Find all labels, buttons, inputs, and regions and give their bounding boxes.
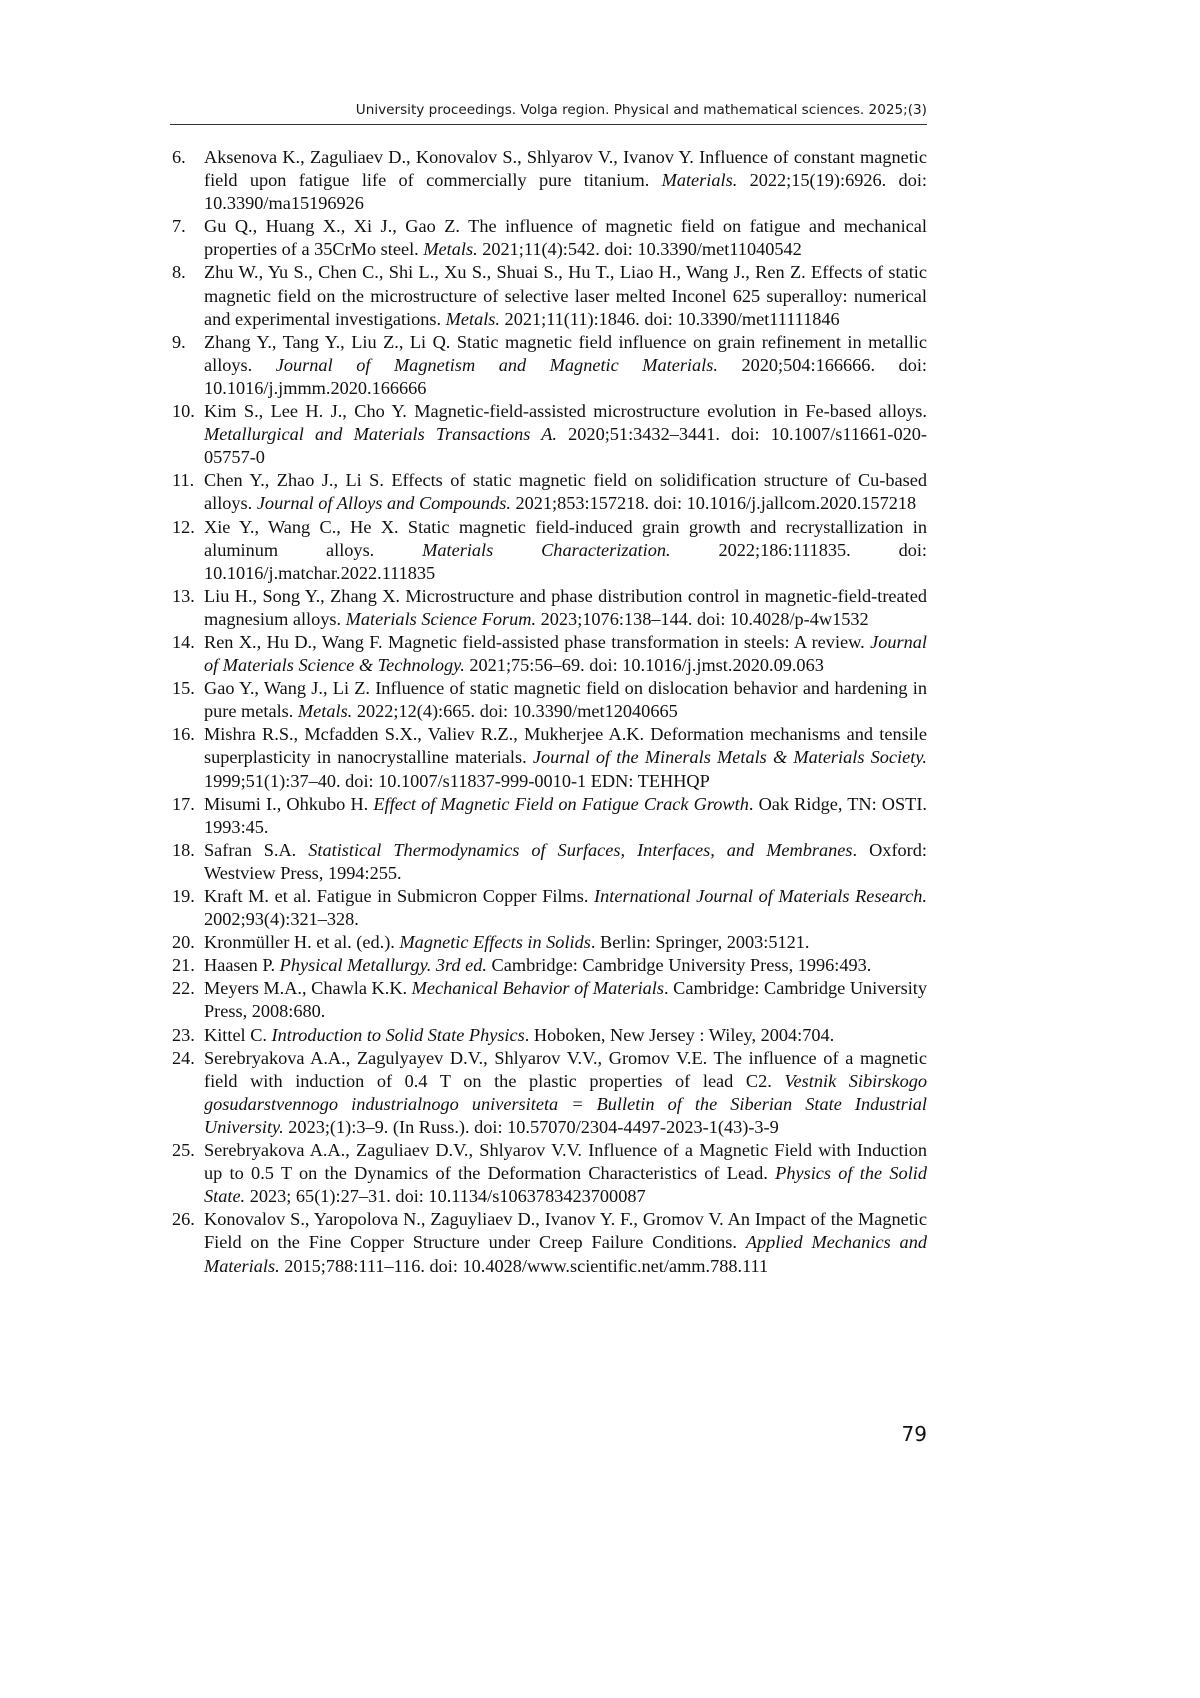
reference-source-title: Applied Mechanics and Materials. xyxy=(204,1232,927,1276)
reference-text xyxy=(204,262,927,328)
reference-number: 18. xyxy=(172,839,195,860)
reference-source-title: International Journal of Materials Research. xyxy=(594,886,927,906)
reference-text-segment: Gu Q., Huang X., Xi J., Gao Z. The influence of magnetic field on fatigue and mechanical properties of a 35CrMo steel. xyxy=(204,216,927,260)
reference-text xyxy=(204,1209,927,1275)
reference-number: 17. xyxy=(172,793,195,814)
reference-text-segment: Kim S., Lee H. J., Cho Y. Magnetic-field-assisted microstructure evolution in Fe-based alloys. xyxy=(204,401,927,422)
reference-text-segment: 2022;15(19):6926. doi: 10.3390/ma15196926 xyxy=(204,170,927,214)
reference-text xyxy=(204,978,927,1021)
reference-text-segment: . Berlin: Springer, 2003:5121. xyxy=(590,932,810,953)
reference-text xyxy=(204,840,927,883)
reference-item xyxy=(172,469,927,515)
reference-source-title: Effect of Magnetic Field on Fatigue Crack Growth xyxy=(373,793,749,814)
reference-source-title: Magnetic Effects in Solids xyxy=(399,932,591,953)
reference-text xyxy=(204,724,927,790)
reference-text-segment: Liu H., Song Y., Zhang X. Microstructure and phase distribution control in magnetic-field-treated magnesium alloys. xyxy=(204,585,927,629)
reference-text-segment: 2015;788:111–116. doi: 10.4028/www.scientific.net/amm.788.111 xyxy=(279,1255,769,1276)
reference-number: 10. xyxy=(172,401,195,422)
reference-item xyxy=(172,954,927,977)
reference-text-segment: Ren X., Hu D., Wang F. Magnetic field-assisted phase transformation in steels: A review. xyxy=(204,631,871,652)
reference-source-title: Journal of Alloys and Compounds. xyxy=(256,493,511,514)
reference-text-segment: Mishra R.S., Mcfadden S.X., Valiev R.Z., Mukherjee A.K. Deformation mechanisms and tensile superplasticity in nanocrystalline materials. xyxy=(204,724,927,768)
reference-text xyxy=(204,632,927,675)
reference-number: 23. xyxy=(172,1024,195,1045)
reference-text xyxy=(204,216,927,259)
reference-text-segment: 2021;853:157218. doi: 10.1016/j.jallcom.2020.157218 xyxy=(510,493,917,514)
reference-text-segment: Kraft M. et al. Fatigue in Submicron Copper Films. xyxy=(204,886,595,906)
reference-source-title: Physics of the Solid State. xyxy=(204,1163,927,1207)
reference-text-segment: 2023;1076:138–144. doi: 10.4028/p-4w1532 xyxy=(536,608,869,629)
reference-source-title: Materials. xyxy=(661,170,738,191)
reference-source-title: Vestnik Sibirskogo gosudarstvennogo industrialnogo universiteta = Bulletin of the Siberian State Industrial University. xyxy=(204,1070,927,1137)
reference-text-segment: Xie Y., Wang C., He X. Static magnetic field-induced grain growth and recrystallization in aluminum alloys. xyxy=(204,516,927,560)
reference-number: 19. xyxy=(172,886,195,906)
reference-number: 6. xyxy=(172,147,186,167)
reference-source-title: Statistical Thermodynamics of Surfaces, Interfaces, and Membranes xyxy=(308,839,853,860)
reference-text-segment: Zhu W., Yu S., Chen C., Shi L., Xu S., Shuai S., Hu T., Liao H., Wang J., Ren Z. Effects of static magnetic field on the microstructure of selective laser melted Inconel 625 superalloy: numerical and experimental investigations. xyxy=(204,262,927,329)
running-header: University proceedings. Volga region. Physical and mathematical sciences. 2025;(3) xyxy=(170,102,927,125)
reference-text-segment: Misumi I., Ohkubo H. xyxy=(204,793,374,814)
reference-text-segment: Kronmüller H. et al. (ed.). xyxy=(204,932,400,953)
reference-item xyxy=(172,516,927,585)
reference-text-segment: 2022;12(4):665. doi: 10.3390/met12040665 xyxy=(352,701,678,722)
reference-text-segment: . Oak Ridge, TN: OSTI. 1993:45. xyxy=(204,793,928,837)
reference-text xyxy=(204,678,927,721)
reference-text-segment: Meyers M.A., Chawla K.K. xyxy=(204,978,412,999)
reference-text-segment: 2021;11(11):1846. doi: 10.3390/met11111846 xyxy=(499,308,840,329)
reference-item xyxy=(172,400,927,469)
reference-text xyxy=(204,932,810,952)
reference-item xyxy=(172,631,927,677)
reference-text-segment: Serebryakova A.A., Zagulyayev D.V., Shlyarov V.V., Gromov V.E. The influence of a magnetic field with induction of 0.4 T on the plastic properties of lead C2. xyxy=(204,1047,927,1091)
reference-item xyxy=(172,977,927,1023)
reference-item xyxy=(172,215,927,261)
reference-source-title: Metals. xyxy=(297,701,353,722)
reference-source-title: Introduction to Solid State Physics xyxy=(271,1024,525,1045)
reference-source-title: Physical Metallurgy. 3rd ed. xyxy=(279,955,487,976)
reference-text-segment: Zhang Y., Tang Y., Liu Z., Li Q. Static magnetic field influence on grain refinement in metallic alloys. xyxy=(204,331,927,375)
reference-text-segment: Aksenova K., Zaguliaev D., Konovalov S., Shlyarov V., Ivanov Y. Influence of constant magnetic field upon fatigue life of commercially pure titanium. xyxy=(204,147,927,191)
reference-text xyxy=(204,401,927,467)
reference-number: 16. xyxy=(172,724,195,745)
reference-item xyxy=(172,1139,927,1208)
reference-text xyxy=(204,517,927,583)
reference-number: 9. xyxy=(172,331,186,352)
reference-text-segment: 2020;51:3432–3441. doi: 10.1007/s11661-020-05757-0 xyxy=(204,424,928,468)
reference-text-segment: . Cambridge: Cambridge University Press, 2008:680. xyxy=(204,978,927,1022)
reference-item xyxy=(172,839,927,885)
reference-item xyxy=(172,677,927,723)
reference-text-segment: 2022;186:111835. doi: 10.1016/j.matchar.2022.111835 xyxy=(204,539,928,583)
reference-text-segment: Konovalov S., Yaropolova N., Zaguyliaev D., Ivanov Y. F., Gromov V. An Impact of the Magnetic Field on the Fine Copper Structure under Creep Failure Conditions. xyxy=(204,1209,927,1253)
reference-text-segment: . Hoboken, New Jersey : Wiley, 2004:704. xyxy=(524,1024,835,1045)
reference-source-title: Journal of Materials Science & Technology. xyxy=(204,631,927,676)
reference-item xyxy=(172,931,927,954)
reference-number: 14. xyxy=(172,631,195,652)
reference-text-segment: 2023; 65(1):27–31. doi: 10.1134/s1063783423700087 xyxy=(245,1186,646,1207)
reference-text xyxy=(204,332,927,398)
reference-text-segment: Serebryakova A.A., Zaguliaev D.V., Shlyarov V.V. Influence of a Magnetic Field with Induction up to 0.5 T on the Dynamics of the Deformation Characteristics of Lead. xyxy=(204,1140,927,1184)
reference-number: 15. xyxy=(172,678,195,699)
reference-number: 21. xyxy=(172,955,195,976)
reference-source-title: Mechanical Behavior of Materials xyxy=(411,978,664,999)
reference-text xyxy=(204,1025,834,1045)
reference-text-segment: Cambridge: Cambridge University Press, 1996:493. xyxy=(486,955,872,976)
reference-text-segment: 2002;93(4):321–328. xyxy=(204,909,359,930)
page-number: 79 xyxy=(901,1422,927,1446)
reference-text xyxy=(204,955,871,975)
reference-text xyxy=(204,147,927,213)
reference-text xyxy=(204,794,927,837)
reference-text xyxy=(204,470,927,513)
reference-text xyxy=(204,586,927,629)
reference-item xyxy=(172,585,927,631)
reference-number: 22. xyxy=(172,978,195,999)
reference-number: 13. xyxy=(172,585,195,606)
reference-source-title: Journal of the Minerals Metals & Materials Society. xyxy=(532,747,927,768)
reference-text-segment: Kittel C. xyxy=(204,1024,272,1045)
reference-text xyxy=(204,1048,927,1137)
reference-item xyxy=(172,1047,927,1139)
reference-item xyxy=(172,723,927,792)
reference-item xyxy=(172,793,927,839)
reference-text-segment: 2021;75:56–69. doi: 10.1016/j.jmst.2020.09.063 xyxy=(464,655,824,676)
reference-text xyxy=(204,1140,927,1206)
reference-source-title: Metals. xyxy=(445,308,500,329)
reference-number: 26. xyxy=(172,1209,195,1230)
reference-text-segment: . Oxford: Westview Press, 1994:255. xyxy=(204,839,927,883)
reference-item xyxy=(172,1208,927,1277)
reference-text-segment: 2020;504:166666. doi: 10.1016/j.jmmm.2020.166666 xyxy=(204,354,927,398)
reference-source-title: Materials Characterization. xyxy=(422,539,671,560)
reference-source-title: Materials Science Forum. xyxy=(345,608,537,629)
reference-source-title: Metals. xyxy=(423,239,478,260)
reference-number: 25. xyxy=(172,1140,195,1161)
reference-text xyxy=(204,886,927,929)
reference-number: 11. xyxy=(172,470,195,491)
reference-text-segment: Chen Y., Zhao J., Li S. Effects of static magnetic field on solidification structure of Cu-based alloys. xyxy=(204,470,927,514)
reference-item xyxy=(172,146,927,215)
reference-item xyxy=(172,261,927,330)
reference-list xyxy=(172,146,927,1278)
reference-number: 24. xyxy=(172,1047,195,1068)
reference-text-segment: Haasen P. xyxy=(204,955,280,976)
reference-number: 20. xyxy=(172,932,195,953)
reference-text-segment: 2021;11(4):542. doi: 10.3390/met11040542 xyxy=(477,239,802,260)
reference-item xyxy=(172,331,927,400)
reference-number: 12. xyxy=(172,516,195,537)
reference-number: 7. xyxy=(172,216,186,237)
reference-text-segment: Gao Y., Wang J., Li Z. Influence of static magnetic field on dislocation behavior and hardening in pure metals. xyxy=(204,678,927,722)
reference-text-segment: 2023;(1):3–9. (In Russ.). doi: 10.57070/2304-4497-2023-1(43)-3-9 xyxy=(283,1116,779,1137)
reference-text-segment: 1999;51(1):37–40. doi: 10.1007/s11837-999-0010-1 EDN: TEHHQP xyxy=(204,770,710,791)
reference-item xyxy=(172,1024,927,1047)
reference-source-title: Metallurgical and Materials Transactions A. xyxy=(204,424,557,445)
reference-number: 8. xyxy=(172,262,186,283)
reference-item xyxy=(172,885,927,931)
reference-text-segment: Safran S.A. xyxy=(204,839,309,860)
reference-source-title: Journal of Magnetism and Magnetic Materials. xyxy=(275,354,718,375)
